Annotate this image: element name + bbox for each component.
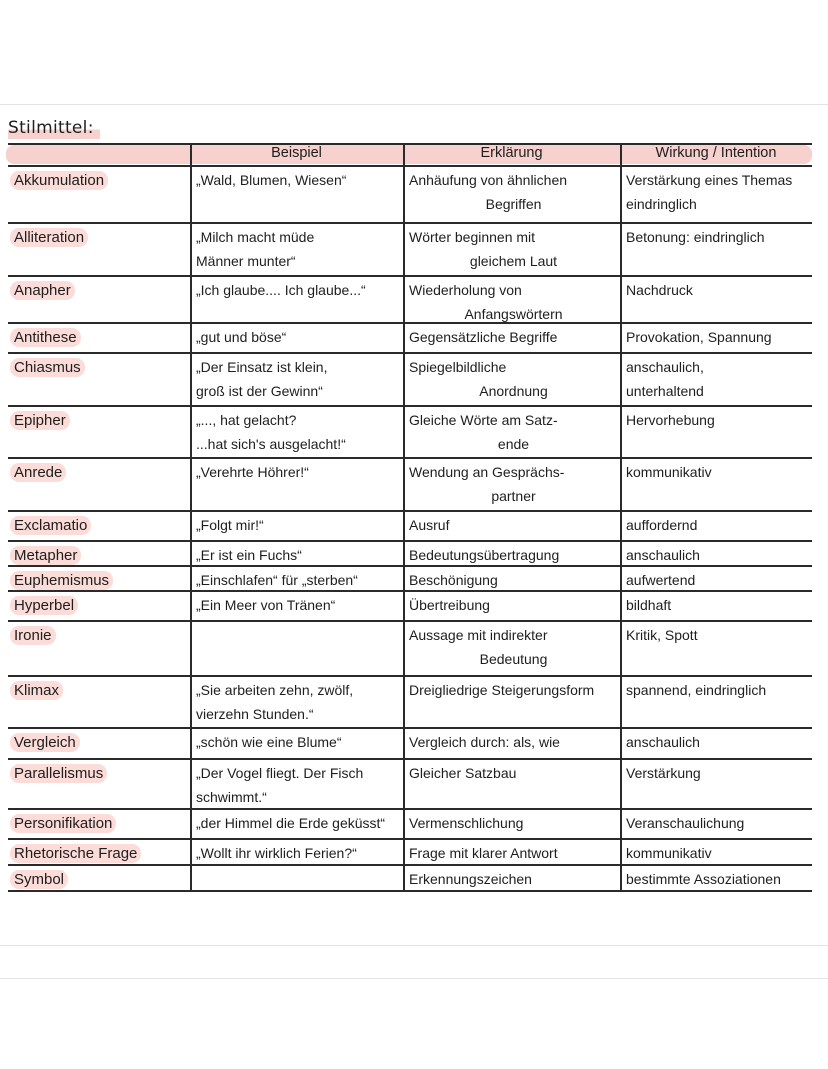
table-rule (8, 758, 812, 760)
explanation-text: ende (497, 436, 530, 452)
effect-text: Veranschaulichung (626, 815, 745, 831)
explanation-text: Bedeutungsübertragung (409, 547, 560, 563)
effect-text: unterhaltend (626, 383, 704, 399)
term-cell (10, 761, 186, 786)
example-text: „der Himmel die Erde geküsst“ (196, 815, 386, 831)
term-cell (10, 225, 186, 250)
explanation-text: Dreigliedrige Steigerungsform (409, 682, 595, 698)
effect-text: anschaulich, (626, 359, 704, 375)
example-text: „Folgt mir!“ (196, 517, 264, 533)
example-text: „Sie arbeiten zehn, zwölf, (196, 682, 354, 698)
term-label: Metapher (10, 546, 81, 565)
term-label: Alliteration (10, 228, 88, 247)
explanation-text: Gleiche Wörte am Satz- (409, 412, 558, 428)
explanation-text: Wörter beginnen mit (409, 229, 536, 245)
column-divider (190, 143, 192, 890)
term-cell (10, 460, 186, 485)
example-text: schwimmt.“ (196, 789, 267, 805)
term-label: Klimax (10, 681, 63, 700)
explanation-text: Wiederholung von (409, 282, 522, 298)
term-label: Epipher (10, 411, 70, 430)
explanation-text: Aussage mit indirekter (409, 627, 548, 643)
effect-text: Verstärkung (626, 765, 701, 781)
explanation-text: Frage mit klarer Antwort (409, 845, 558, 861)
explanation-text: Ausruf (409, 517, 450, 533)
example-text: vierzehn Stunden.“ (196, 706, 314, 722)
explanation-text: Gleicher Satzbau (409, 765, 517, 781)
explanation-text: Anfangswörtern (464, 306, 563, 322)
term-label: Ironie (10, 626, 56, 645)
term-label: Antithese (10, 328, 81, 347)
table-rule (8, 405, 812, 407)
explanation-text: Anordnung (479, 383, 548, 399)
example-text: „Einschlafen“ für „sterben“ (196, 572, 358, 588)
table-rule (8, 675, 812, 677)
effect-text: aufwertend (626, 572, 696, 588)
explanation-text: Erkennungszeichen (409, 871, 532, 887)
effect-text: Verstärkung eines Themas (626, 172, 793, 188)
term-label: Exclamatio (10, 516, 91, 535)
example-text: „Verehrte Höhrer!“ (196, 464, 309, 480)
column-header: Erklärung (480, 145, 543, 161)
effect-text: kommunikativ (626, 845, 712, 861)
explanation-text: Beschönigung (409, 572, 498, 588)
example-text: „Er ist ein Fuchs“ (196, 547, 302, 563)
term-label: Anrede (10, 463, 66, 482)
example-text: „Ein Meer von Tränen“ (196, 597, 336, 613)
example-text: ...hat sich's ausgelacht!“ (196, 436, 346, 452)
term-label: Symbol (10, 870, 68, 889)
column-header: Beispiel (271, 145, 322, 161)
effect-text: auffordernd (626, 517, 698, 533)
example-text: „Der Einsatz ist klein, (196, 359, 328, 375)
effect-text: Kritik, Spott (626, 627, 698, 643)
table-rule (8, 457, 812, 459)
explanation-text: Begriffen (485, 196, 542, 212)
effect-text: spannend, eindringlich (626, 682, 767, 698)
explanation-text: Vermenschlichung (409, 815, 524, 831)
page-title: Stilmittel: (8, 118, 100, 139)
term-cell (10, 168, 186, 193)
example-text: „Wald, Blumen, Wiesen“ (196, 172, 347, 188)
term-label: Parallelismus (10, 764, 107, 783)
explanation-text: Bedeutung (479, 651, 548, 667)
term-cell (10, 513, 186, 538)
effect-text: Nachdruck (626, 282, 693, 298)
example-text: groß ist der Gewinn“ (196, 383, 323, 399)
explanation-text: partner (491, 488, 536, 504)
term-label: Hyperbel (10, 596, 78, 615)
effect-text: anschaulich (626, 734, 700, 750)
term-cell (10, 593, 186, 618)
term-cell (10, 568, 186, 593)
term-label: Personifikation (10, 814, 116, 833)
explanation-text: Übertreibung (409, 597, 490, 613)
column-header: Wirkung / Intention (655, 145, 777, 161)
term-label: Akkumulation (10, 171, 108, 190)
table-rule (8, 620, 812, 622)
term-cell (10, 278, 186, 303)
table-rule (8, 222, 812, 224)
term-label: Chiasmus (10, 358, 85, 377)
term-cell (10, 355, 186, 380)
term-cell (10, 543, 186, 568)
example-text: „gut und böse“ (196, 329, 287, 345)
example-text: „..., hat gelacht? (196, 412, 297, 428)
example-text: „Ich glaube.... Ich glaube...“ (196, 282, 366, 298)
table-rule (8, 510, 812, 512)
column-divider (403, 143, 405, 890)
term-cell (10, 408, 186, 433)
table-rule (8, 143, 812, 145)
term-cell (10, 730, 186, 755)
effect-text: Betonung: eindringlich (626, 229, 765, 245)
effect-text: bestimmte Assoziationen (626, 871, 781, 887)
term-cell (10, 325, 186, 350)
effect-text: Provokation, Spannung (626, 329, 772, 345)
explanation-text: Anhäufung von ähnlichen (409, 172, 568, 188)
term-cell (10, 623, 186, 648)
example-text: „Milch macht müde (196, 229, 315, 245)
example-text: Männer munter“ (196, 253, 296, 269)
term-cell (10, 867, 186, 892)
explanation-text: gleichem Laut (469, 253, 558, 269)
term-label: Rhetorische Frage (10, 844, 141, 863)
table-rule (8, 808, 812, 810)
example-text: „Wollt ihr wirklich Ferien?“ (196, 845, 357, 861)
example-text: „Der Vogel fliegt. Der Fisch (196, 765, 364, 781)
table-rule (8, 540, 812, 542)
explanation-text: Gegensätzliche Begriffe (409, 329, 558, 345)
effect-text: bildhaft (626, 597, 672, 613)
term-cell (10, 811, 186, 836)
effect-text: kommunikativ (626, 464, 712, 480)
table-rule (8, 275, 812, 277)
term-cell (10, 678, 186, 703)
explanation-text: Spiegelbildliche (409, 359, 507, 375)
explanation-text: Wendung an Gesprächs- (409, 464, 565, 480)
term-label: Anapher (10, 281, 75, 300)
effect-text: Hervorhebung (626, 412, 715, 428)
table-rule (8, 352, 812, 354)
term-label: Vergleich (10, 733, 80, 752)
term-cell (10, 841, 186, 866)
column-divider (620, 143, 622, 890)
effect-text: anschaulich (626, 547, 700, 563)
explanation-text: Vergleich durch: als, wie (409, 734, 560, 750)
term-label: Euphemismus (10, 571, 113, 590)
table-rule (8, 165, 812, 167)
table-rule (8, 838, 812, 840)
table-rule (8, 727, 812, 729)
example-text: „schön wie eine Blume“ (196, 734, 342, 750)
effect-text: eindringlich (626, 196, 697, 212)
